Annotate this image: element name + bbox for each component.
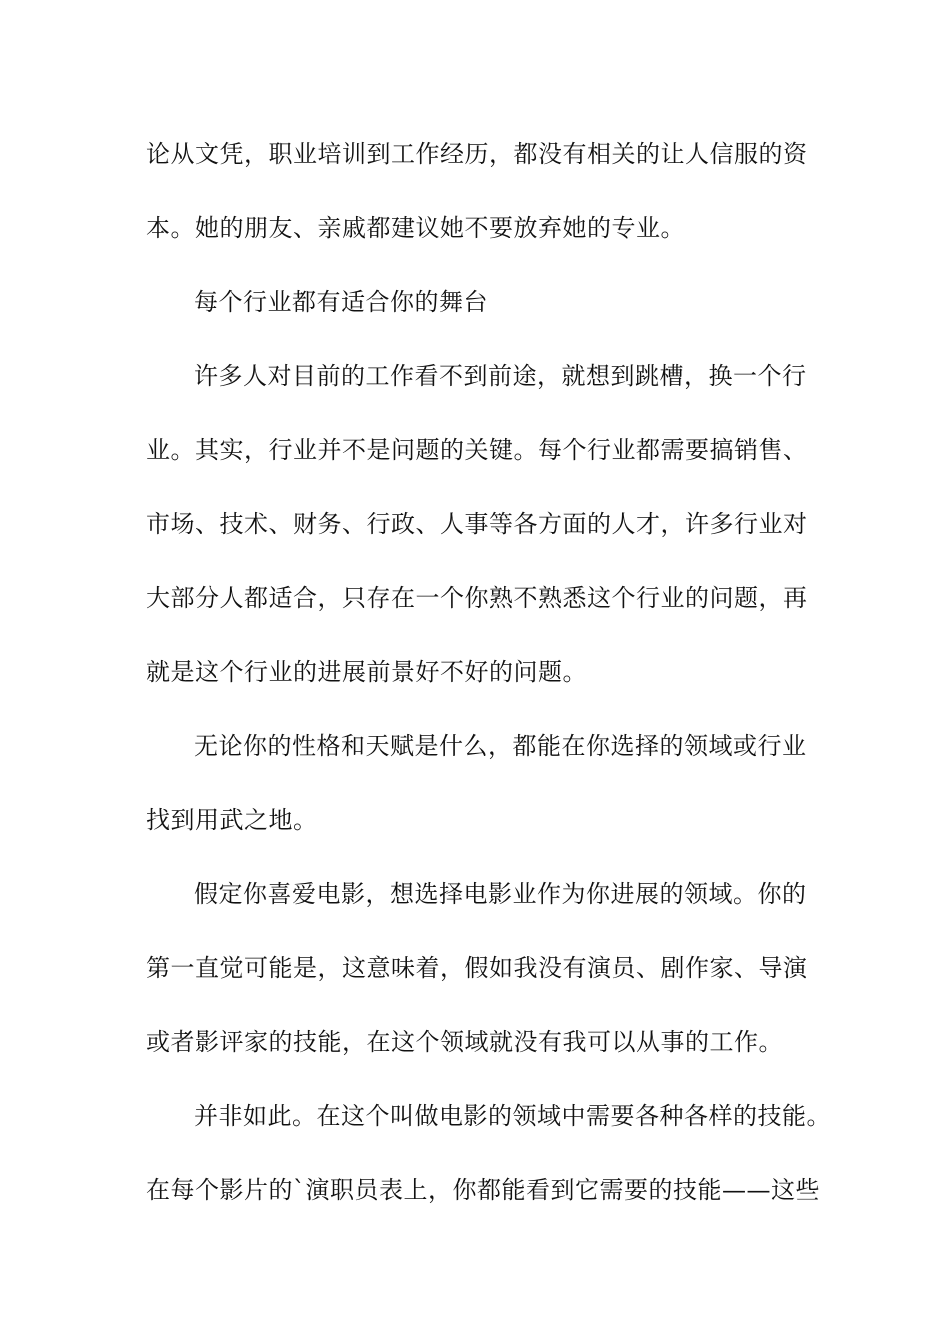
text-line: 第一直觉可能是，这意味着，假如我没有演员、剧作家、导演 [146, 954, 808, 982]
text-line: 假定你喜爱电影，想选择电影业作为你进展的领域。你的 [194, 880, 807, 908]
text-line: 市场、技术、财务、行政、人事等各方面的人才，许多行业对 [146, 510, 808, 538]
text-line: 论从文凭，职业培训到工作经历，都没有相关的让人信服的资 [146, 140, 808, 168]
section-heading: 每个行业都有适合你的舞台 [194, 288, 488, 316]
text-line: 业。其实，行业并不是问题的关键。每个行业都需要搞销售、 [146, 436, 808, 464]
text-line: 许多人对目前的工作看不到前途，就想到跳槽，换一个行 [194, 362, 807, 390]
text-line: 找到用武之地。 [146, 806, 318, 834]
text-line: 无论你的性格和天赋是什么，都能在你选择的领域或行业 [194, 732, 807, 760]
text-line: 本。她的朋友、亲戚都建议她不要放弃她的专业。 [146, 214, 685, 242]
text-line: 或者影评家的技能，在这个领域就没有我可以从事的工作。 [146, 1028, 783, 1056]
text-line: 大部分人都适合，只存在一个你熟不熟悉这个行业的问题，再 [146, 584, 808, 612]
document-body [146, 130, 831, 1240]
text-line: 并非如此。在这个叫做电影的领域中需要各种各样的技能。 [194, 1102, 831, 1130]
text-line: 在每个影片的`演职员表上，你都能看到它需要的技能——这些 [146, 1176, 820, 1204]
text-line: 就是这个行业的进展前景好不好的问题。 [146, 658, 587, 686]
